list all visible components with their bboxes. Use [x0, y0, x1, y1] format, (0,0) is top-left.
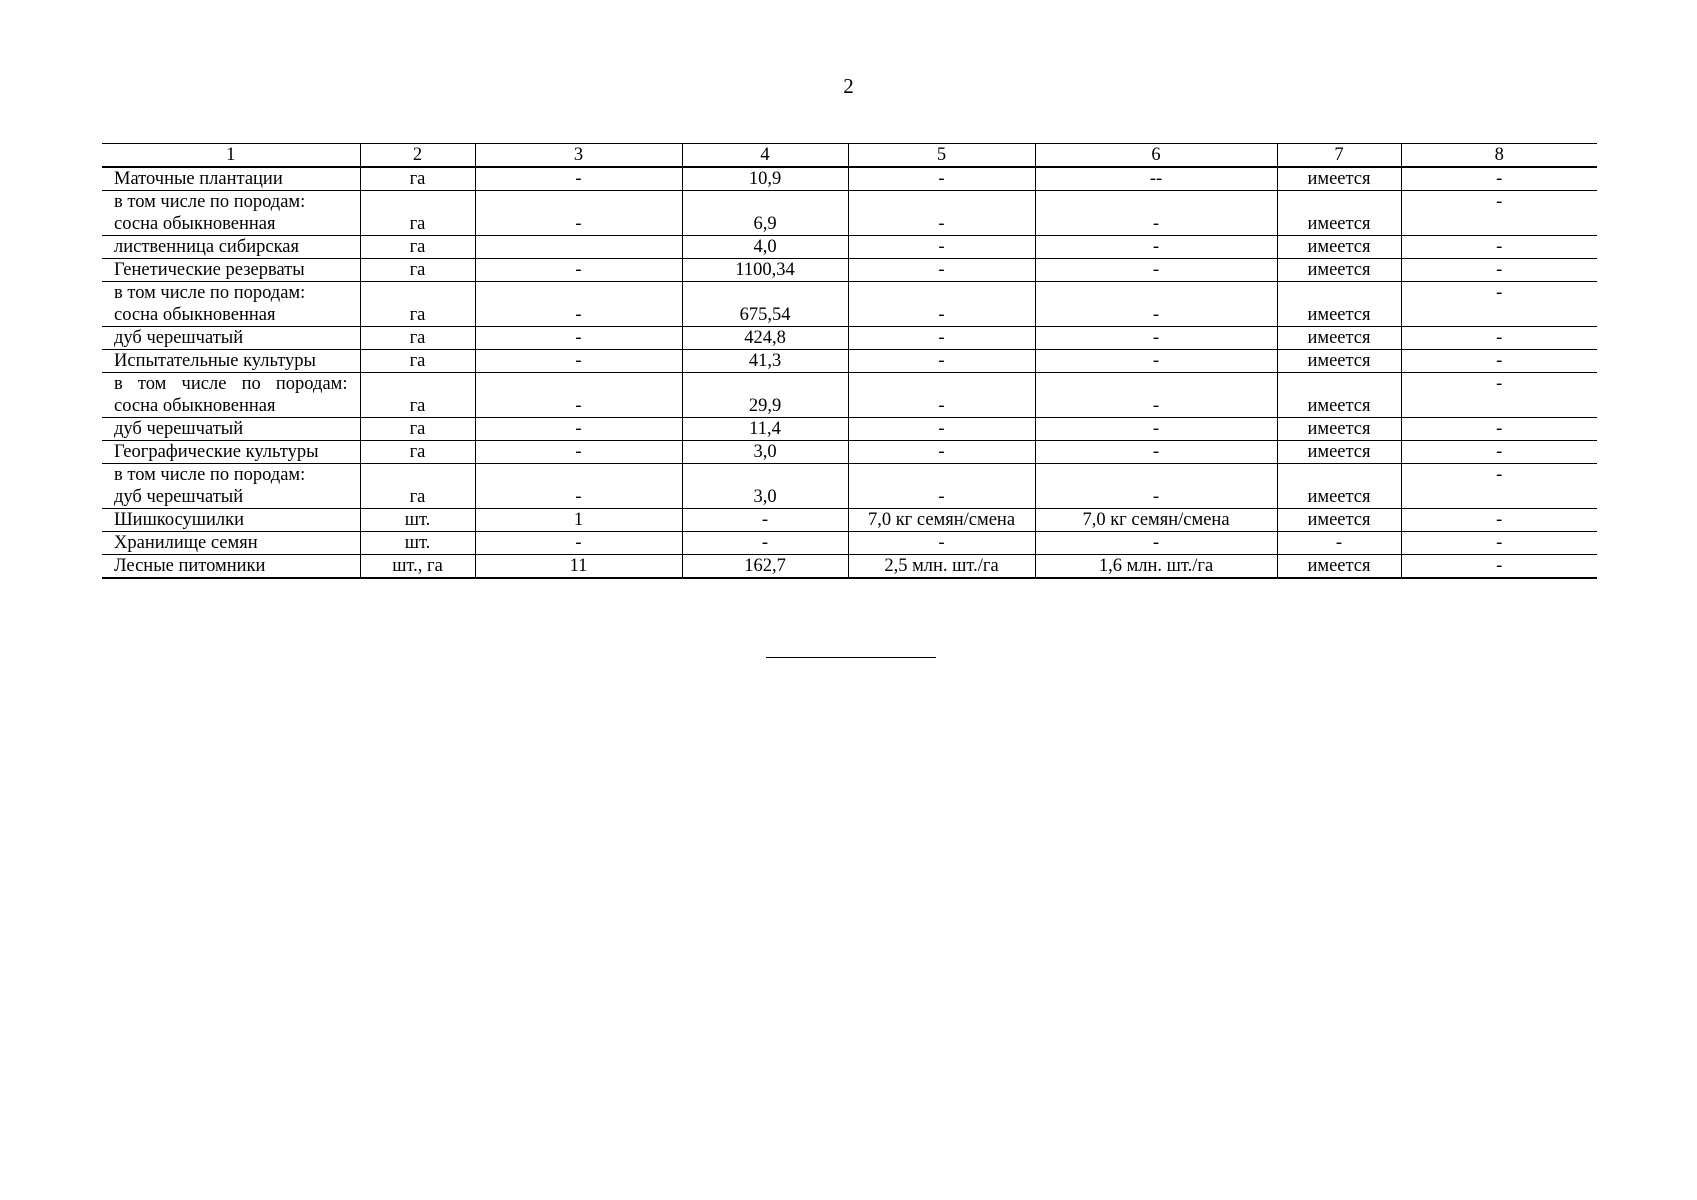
- forest-seed-table: [102, 143, 1597, 579]
- area-cell: 162,7: [682, 555, 848, 579]
- col8-cell: -: [1401, 282, 1597, 327]
- col8-cell: -: [1401, 441, 1597, 464]
- row-name: дуб черешчатый: [114, 328, 244, 348]
- row-name: Лесные питомники: [114, 556, 266, 576]
- col5-cell: -: [848, 236, 1035, 259]
- unit-cell: шт., га: [360, 555, 475, 579]
- row-group-label: в том числе по породам:: [114, 283, 306, 303]
- col6-cell: -: [1035, 441, 1277, 464]
- column-header-7: 7: [1277, 144, 1401, 168]
- col3-cell: -: [475, 418, 682, 441]
- area-cell: 3,0: [682, 441, 848, 464]
- col5-cell: -: [848, 350, 1035, 373]
- availability-cell: имеется: [1277, 282, 1401, 327]
- row-name: дуб черешчатый: [114, 487, 244, 507]
- area-cell: 29,9: [682, 373, 848, 418]
- table-row: [102, 327, 1597, 350]
- row-name-cell: [102, 441, 360, 464]
- col3-cell: -: [475, 441, 682, 464]
- col3-cell: -: [475, 167, 682, 191]
- row-name: сосна обыкновенная: [114, 214, 276, 234]
- row-name-cell: [102, 236, 360, 259]
- col6-cell: -: [1035, 350, 1277, 373]
- row-name-cell: [102, 509, 360, 532]
- table-body: [102, 167, 1597, 578]
- unit-cell: га: [360, 282, 475, 327]
- col5-cell: 7,0 кг семян/смена: [848, 509, 1035, 532]
- col5-cell: 2,5 млн. шт./га: [848, 555, 1035, 579]
- unit-cell: га: [360, 464, 475, 509]
- col8-cell: -: [1401, 532, 1597, 555]
- col8-cell: -: [1401, 464, 1597, 509]
- table-header: [102, 144, 1597, 168]
- area-cell: 6,9: [682, 191, 848, 236]
- row-name: Генетические резерваты: [114, 260, 305, 280]
- col3-cell: -: [475, 350, 682, 373]
- table-row: [102, 555, 1597, 579]
- col6-cell: -: [1035, 191, 1277, 236]
- row-name-cell: [102, 282, 360, 327]
- header-row: [102, 144, 1597, 168]
- column-header-1: 1: [102, 144, 360, 168]
- availability-cell: имеется: [1277, 441, 1401, 464]
- row-name-cell: [102, 532, 360, 555]
- availability-cell: имеется: [1277, 236, 1401, 259]
- table-row: [102, 441, 1597, 464]
- row-name: Шишкосушилки: [114, 510, 245, 530]
- col6-cell: -: [1035, 327, 1277, 350]
- col8-cell: -: [1401, 236, 1597, 259]
- col6-cell: -: [1035, 282, 1277, 327]
- row-name: сосна обыкновенная: [114, 305, 276, 325]
- col8-cell: -: [1401, 167, 1597, 191]
- column-header-4: 4: [682, 144, 848, 168]
- col5-cell: -: [848, 191, 1035, 236]
- area-cell: -: [682, 532, 848, 555]
- area-cell: 10,9: [682, 167, 848, 191]
- col5-cell: -: [848, 167, 1035, 191]
- col3-cell: -: [475, 259, 682, 282]
- area-cell: 3,0: [682, 464, 848, 509]
- availability-cell: имеется: [1277, 259, 1401, 282]
- area-cell: 424,8: [682, 327, 848, 350]
- column-header-3: 3: [475, 144, 682, 168]
- col3-cell: -: [475, 327, 682, 350]
- col5-cell: -: [848, 441, 1035, 464]
- availability-cell: имеется: [1277, 167, 1401, 191]
- availability-cell: -: [1277, 532, 1401, 555]
- row-name-cell: [102, 327, 360, 350]
- unit-cell: га: [360, 236, 475, 259]
- row-name: дуб черешчатый: [114, 419, 244, 439]
- col5-cell: -: [848, 373, 1035, 418]
- col6-cell: -: [1035, 418, 1277, 441]
- row-name-cell: [102, 259, 360, 282]
- row-group-label: в том числе по породам:: [114, 374, 348, 394]
- col6-cell: --: [1035, 167, 1277, 191]
- col8-cell: -: [1401, 555, 1597, 579]
- row-name-cell: [102, 167, 360, 191]
- col6-cell: -: [1035, 464, 1277, 509]
- area-cell: 41,3: [682, 350, 848, 373]
- col3-cell: -: [475, 282, 682, 327]
- row-group-label: в том числе по породам:: [114, 465, 306, 485]
- col8-cell: -: [1401, 418, 1597, 441]
- area-cell: -: [682, 509, 848, 532]
- availability-cell: имеется: [1277, 373, 1401, 418]
- unit-cell: га: [360, 167, 475, 191]
- col3-cell: 1: [475, 509, 682, 532]
- row-name: Маточные плантации: [114, 169, 283, 189]
- unit-cell: га: [360, 259, 475, 282]
- col6-cell: 1,6 млн. шт./га: [1035, 555, 1277, 579]
- page-number: 2: [843, 74, 854, 98]
- table-row: [102, 509, 1597, 532]
- row-name-cell: [102, 555, 360, 579]
- availability-cell: имеется: [1277, 350, 1401, 373]
- availability-cell: имеется: [1277, 327, 1401, 350]
- unit-cell: га: [360, 441, 475, 464]
- unit-cell: га: [360, 350, 475, 373]
- area-cell: 4,0: [682, 236, 848, 259]
- col5-cell: -: [848, 327, 1035, 350]
- area-cell: 11,4: [682, 418, 848, 441]
- availability-cell: имеется: [1277, 555, 1401, 579]
- col5-cell: -: [848, 418, 1035, 441]
- unit-cell: га: [360, 418, 475, 441]
- availability-cell: имеется: [1277, 418, 1401, 441]
- col3-cell: -: [475, 373, 682, 418]
- row-name: Географические культуры: [114, 442, 319, 462]
- row-name: Хранилище семян: [114, 533, 258, 553]
- col8-cell: -: [1401, 373, 1597, 418]
- col3-cell: 11: [475, 555, 682, 579]
- col3-cell: -: [475, 532, 682, 555]
- table-row: [102, 236, 1597, 259]
- col6-cell: -: [1035, 532, 1277, 555]
- col3-cell: -: [475, 464, 682, 509]
- area-cell: 675,54: [682, 282, 848, 327]
- column-header-2: 2: [360, 144, 475, 168]
- table-row: [102, 418, 1597, 441]
- unit-cell: шт.: [360, 532, 475, 555]
- col5-cell: -: [848, 464, 1035, 509]
- unit-cell: га: [360, 327, 475, 350]
- column-header-6: 6: [1035, 144, 1277, 168]
- row-name-cell: [102, 191, 360, 236]
- availability-cell: имеется: [1277, 191, 1401, 236]
- availability-cell: имеется: [1277, 464, 1401, 509]
- col8-cell: -: [1401, 191, 1597, 236]
- column-header-8: 8: [1401, 144, 1597, 168]
- col6-cell: 7,0 кг семян/смена: [1035, 509, 1277, 532]
- col8-cell: -: [1401, 350, 1597, 373]
- col5-cell: -: [848, 259, 1035, 282]
- row-name-cell: [102, 464, 360, 509]
- row-name: Испытательные культуры: [114, 351, 316, 371]
- col8-cell: -: [1401, 259, 1597, 282]
- col3-cell: -: [475, 191, 682, 236]
- footer-rule: [766, 657, 936, 658]
- table-row: [102, 259, 1597, 282]
- table-row: [102, 532, 1597, 555]
- row-group-label: в том числе по породам:: [114, 192, 306, 212]
- col8-cell: -: [1401, 327, 1597, 350]
- table-row: [102, 191, 1597, 236]
- row-name-cell: [102, 350, 360, 373]
- table-row: [102, 282, 1597, 327]
- table-row: [102, 373, 1597, 418]
- availability-cell: имеется: [1277, 509, 1401, 532]
- table-row: [102, 167, 1597, 191]
- unit-cell: шт.: [360, 509, 475, 532]
- col6-cell: -: [1035, 259, 1277, 282]
- col5-cell: -: [848, 532, 1035, 555]
- unit-cell: га: [360, 191, 475, 236]
- row-name: сосна обыкновенная: [114, 396, 276, 416]
- row-name-cell: [102, 418, 360, 441]
- col8-cell: -: [1401, 509, 1597, 532]
- col3-cell: [475, 236, 682, 259]
- row-name: лиственница сибирская: [114, 237, 300, 257]
- table-row: [102, 464, 1597, 509]
- table-row: [102, 350, 1597, 373]
- area-cell: 1100,34: [682, 259, 848, 282]
- unit-cell: га: [360, 373, 475, 418]
- col6-cell: -: [1035, 373, 1277, 418]
- col5-cell: -: [848, 282, 1035, 327]
- row-name-cell: [102, 373, 360, 418]
- column-header-5: 5: [848, 144, 1035, 168]
- col6-cell: -: [1035, 236, 1277, 259]
